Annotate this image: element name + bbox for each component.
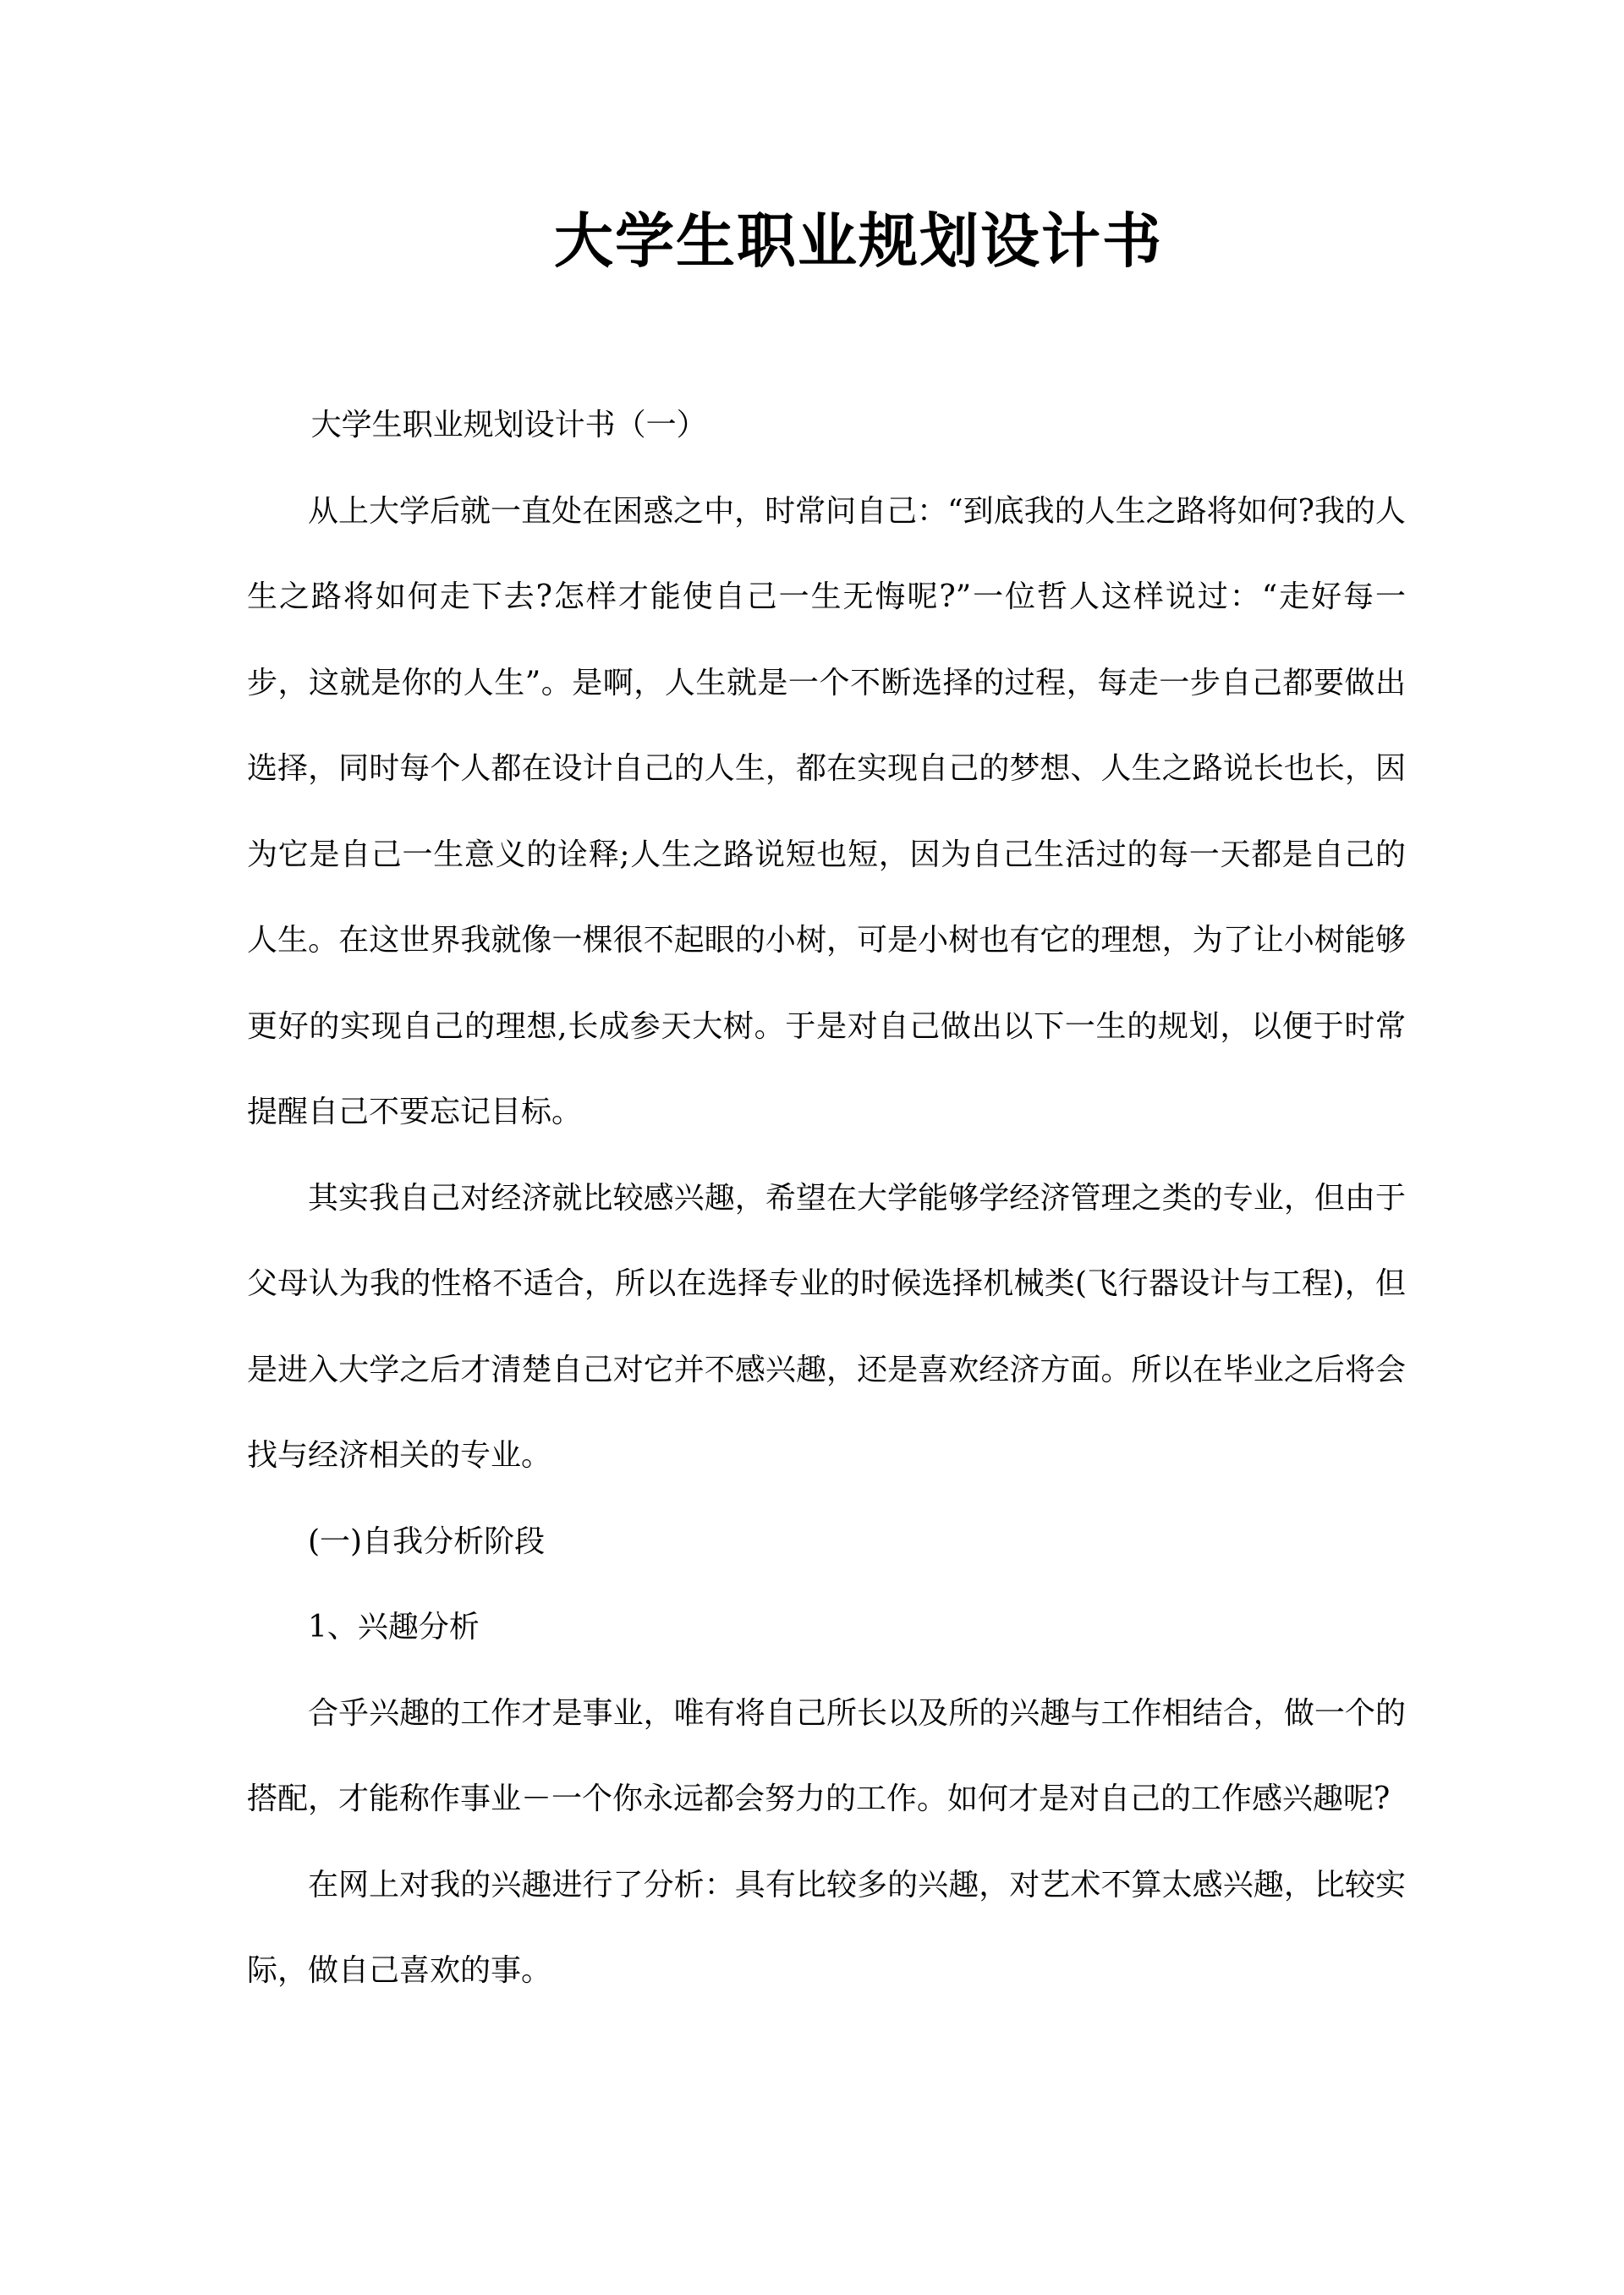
section-heading: 1、兴趣分析 bbox=[308, 1610, 480, 1644]
section-heading: (一)自我分析阶段 bbox=[308, 1524, 546, 1559]
document-body bbox=[247, 382, 1406, 2014]
paragraph: 其实我自己对经济就比较感兴趣，希望在大学能够学经济管理之类的专业，但由于父母认为我的性格不适合，所以在选择专业的时候选择机械类(飞行器设计与工程)，但是进入大学之后才清楚自己对它并不感兴趣，还是喜欢经济方面。所以在毕业之后将会找与经济相关的专业。 bbox=[247, 1180, 1406, 1473]
document-title: 大学生职业规划设计书 bbox=[554, 206, 1163, 276]
paragraph: 在网上对我的兴趣进行了分析：具有比较多的兴趣，对艺术不算太感兴趣，比较实际，做自己喜欢的事。 bbox=[247, 1867, 1406, 1988]
section-heading: 大学生职业规划设计书（一） bbox=[310, 408, 707, 442]
paragraph: 合乎兴趣的工作才是事业，唯有将自己所长以及所的兴趣与工作相结合，做一个的搭配，才能称作事业－一个你永远都会努力的工作。如何才是对自己的工作感兴趣呢? bbox=[247, 1695, 1406, 1816]
paragraph: 从上大学后就一直处在困惑之中，时常问自己：“到底我的人生之路将如何?我的人生之路将如何走下去?怎样才能使自己一生无悔呢?”一位哲人这样说过：“走好每一步，这就是你的人生”。是啊，人生就是一个不断选择的过程，每走一步自己都要做出选择，同时每个人都在设计自己的人生，都在实现自己的梦想、人生之路说长也长，因为它是自己一生意义的诠释;人生之路说短也短，因为自己生活过的每一天都是自己的人生。在这世界我就像一棵很不起眼的小树，可是小树也有它的理想，为了让小树能够更好的实现自己的理想,长成参天大树。于是对自己做出以下一生的规划，以便于时常提醒自己不要忘记目标。 bbox=[247, 493, 1406, 1129]
